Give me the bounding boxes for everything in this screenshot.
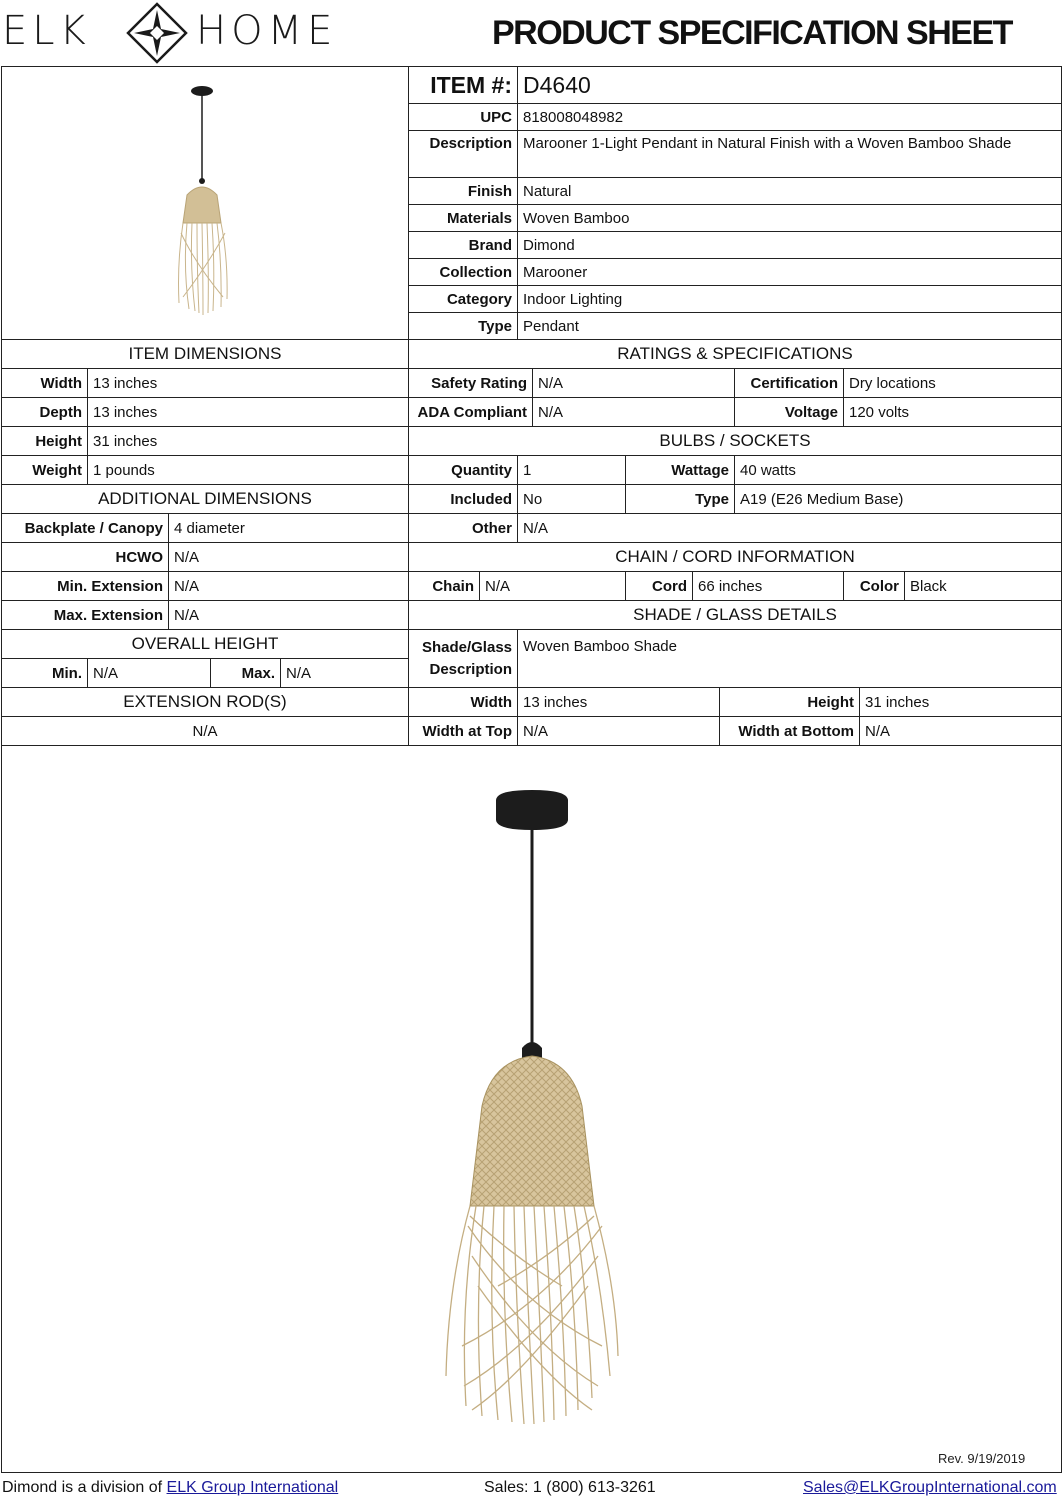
safety-rating-value: N/A	[532, 368, 735, 398]
elk-home-logo	[2, 2, 382, 64]
upc-label: UPC	[408, 103, 518, 131]
category-value: Indoor Lighting	[517, 285, 1062, 313]
weight-value: 1 pounds	[87, 455, 409, 485]
sheet-title: PRODUCT SPECIFICATION SHEET	[492, 14, 1012, 52]
chain-value: N/A	[479, 571, 626, 601]
shade-glass-header: SHADE / GLASS DETAILS	[408, 600, 1062, 630]
chain-cord-header: CHAIN / CORD INFORMATION	[408, 542, 1062, 572]
type-label: Type	[408, 312, 518, 340]
brand-value: Dimond	[517, 231, 1062, 259]
width-at-top-label: Width at Top	[408, 716, 518, 746]
logo-text-right: HOME	[196, 8, 338, 54]
item-dimensions-header: ITEM DIMENSIONS	[1, 339, 409, 369]
width-at-bottom-label: Width at Bottom	[719, 716, 860, 746]
min-extension-value: N/A	[168, 571, 409, 601]
ada-compliant-label: ADA Compliant	[408, 397, 533, 427]
finish-value: Natural	[517, 177, 1062, 205]
quantity-label: Quantity	[408, 455, 518, 485]
bulb-type-label: Type	[625, 484, 735, 514]
item-number-value: D4640	[517, 66, 1062, 104]
height-label: Height	[1, 426, 88, 456]
depth-value: 13 inches	[87, 397, 409, 427]
max-extension-value: N/A	[168, 600, 409, 630]
brand-label: Brand	[408, 231, 518, 259]
safety-rating-label: Safety Rating	[408, 368, 533, 398]
shade-description-value: Woven Bamboo Shade	[517, 629, 1062, 688]
footer-division	[2, 1479, 338, 1497]
ada-compliant-value: N/A	[532, 397, 735, 427]
backplate-value: 4 diameter	[168, 513, 409, 543]
bulbs-sockets-header: BULBS / SOCKETS	[408, 426, 1062, 456]
description-value: Marooner 1-Light Pendant in Natural Finish with a Woven Bamboo Shade	[517, 130, 1062, 178]
footer-division-text: Dimond is a division of	[2, 1479, 163, 1496]
other-value: N/A	[517, 513, 1062, 543]
chain-label: Chain	[408, 571, 480, 601]
width-value: 13 inches	[87, 368, 409, 398]
shade-height-value: 31 inches	[859, 687, 1062, 717]
overall-max-label: Max.	[210, 658, 281, 688]
hcwo-value: N/A	[168, 542, 409, 572]
product-image-panel	[1, 745, 1062, 1473]
cord-color-label: Color	[843, 571, 905, 601]
finish-label: Finish	[408, 177, 518, 205]
additional-dimensions-header: ADDITIONAL DIMENSIONS	[1, 484, 409, 514]
collection-label: Collection	[408, 258, 518, 286]
min-extension-label: Min. Extension	[1, 571, 169, 601]
voltage-label: Voltage	[734, 397, 844, 427]
extension-rods-value: N/A	[1, 716, 409, 746]
certification-value: Dry locations	[843, 368, 1062, 398]
pendant-main-image	[402, 786, 662, 1426]
thumbnail-image-cell	[1, 66, 409, 340]
voltage-value: 120 volts	[843, 397, 1062, 427]
extension-rods-header: EXTENSION ROD(S)	[1, 687, 409, 717]
logo-text-left: ELK	[2, 8, 91, 54]
materials-value: Woven Bamboo	[517, 204, 1062, 232]
depth-label: Depth	[1, 397, 88, 427]
included-label: Included	[408, 484, 518, 514]
cord-value: 66 inches	[692, 571, 844, 601]
shade-width-label: Width	[408, 687, 518, 717]
elk-group-link[interactable]: ELK Group International	[166, 1479, 339, 1496]
weight-label: Weight	[1, 455, 88, 485]
width-at-bottom-value: N/A	[859, 716, 1062, 746]
shade-width-value: 13 inches	[517, 687, 720, 717]
type-value: Pendant	[517, 312, 1062, 340]
bulb-type-value: A19 (E26 Medium Base)	[734, 484, 1062, 514]
footer-sales-phone: Sales: 1 (800) 613-3261	[484, 1479, 656, 1496]
category-label: Category	[408, 285, 518, 313]
hcwo-label: HCWO	[1, 542, 169, 572]
item-number-label: ITEM #:	[408, 66, 518, 104]
width-label: Width	[1, 368, 88, 398]
collection-value: Marooner	[517, 258, 1062, 286]
width-at-top-value: N/A	[517, 716, 720, 746]
shade-description-label	[408, 629, 518, 688]
shade-height-label: Height	[719, 687, 860, 717]
included-value: No	[517, 484, 626, 514]
shade-description-label-line1: Shade/Glass	[421, 638, 512, 656]
upc-value: 818008048982	[517, 103, 1062, 131]
height-value: 31 inches	[87, 426, 409, 456]
overall-max-value: N/A	[280, 658, 409, 688]
quantity-value: 1	[517, 455, 626, 485]
overall-min-label: Min.	[1, 658, 88, 688]
sales-email-link[interactable]: Sales@ELKGroupInternational.com	[803, 1479, 1057, 1496]
certification-label: Certification	[734, 368, 844, 398]
wattage-label: Wattage	[625, 455, 735, 485]
max-extension-label: Max. Extension	[1, 600, 169, 630]
overall-min-value: N/A	[87, 658, 211, 688]
revision-date: Rev. 9/19/2019	[938, 1451, 1026, 1466]
wattage-value: 40 watts	[734, 455, 1062, 485]
pendant-thumbnail-image	[165, 83, 245, 323]
cord-label: Cord	[625, 571, 693, 601]
ratings-header: RATINGS & SPECIFICATIONS	[408, 339, 1062, 369]
other-label: Other	[408, 513, 518, 543]
shade-description-label-line2: Description	[429, 660, 512, 678]
backplate-label: Backplate / Canopy	[1, 513, 169, 543]
overall-height-header: OVERALL HEIGHT	[1, 629, 409, 659]
materials-label: Materials	[408, 204, 518, 232]
description-label: Description	[408, 130, 518, 178]
compass-star-icon	[126, 2, 188, 64]
cord-color-value: Black	[904, 571, 1062, 601]
